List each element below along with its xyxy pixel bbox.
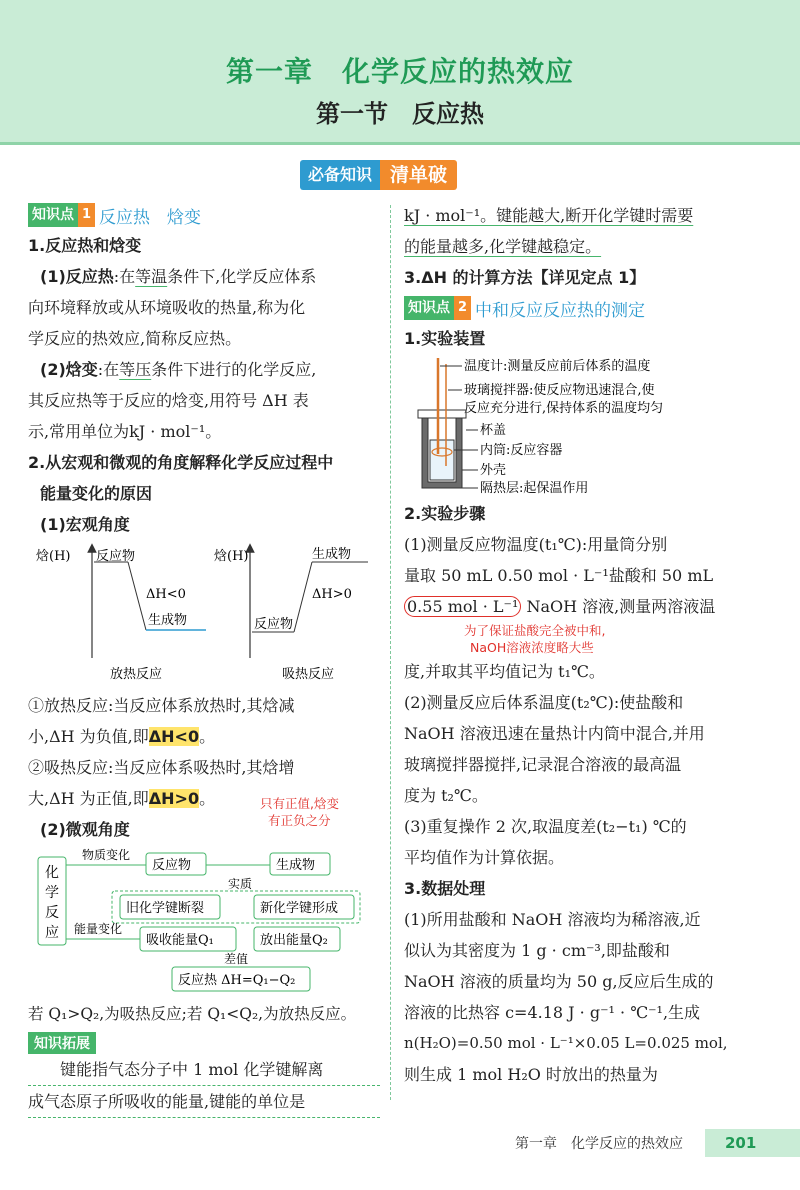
- exo-bottom-label: 生成物: [148, 613, 188, 628]
- paragraph-line: 似认为其密度为 1 g · cm⁻³,即盐酸和: [404, 941, 670, 960]
- text: 大,ΔH 为正值,即: [28, 789, 149, 808]
- paragraph-line: 其反应热等于反应的焓变,用符号 ΔH 表: [28, 391, 309, 410]
- knowledge-point-2: [404, 293, 772, 323]
- paragraph: [28, 354, 380, 385]
- paragraph-line: NaOH 溶液的质量均为 50 g,反应后生成的: [404, 972, 714, 991]
- banner: [300, 160, 457, 190]
- label-stirrer: 玻璃搅拌器:使反应物迅速混合,使: [464, 383, 655, 398]
- paragraph-line: 学反应的热效应,简称反应热。: [28, 329, 242, 348]
- text: :在: [113, 267, 136, 286]
- endo-caption: 吸热反应: [282, 667, 335, 680]
- kp-title: 中和反应反应热的测定: [475, 300, 646, 321]
- right-column: [404, 200, 772, 1090]
- heading-apparatus: 1.实验装置: [404, 329, 486, 348]
- label-inner: 内筒:反应容器: [480, 443, 563, 458]
- paragraph-line: [404, 231, 772, 262]
- paragraph: [28, 261, 380, 292]
- material-change: 物质变化: [82, 848, 131, 862]
- heading-2-cont: 能量变化的原因: [40, 484, 153, 503]
- page-footer: [0, 1125, 800, 1165]
- heading-data: 3.数据处理: [404, 879, 486, 898]
- paragraph-line: [404, 200, 772, 231]
- paragraph-line: ①放热反应:当反应体系放热时,其焓减: [28, 696, 295, 715]
- exo-dh: ΔH<0: [146, 587, 186, 602]
- text: 。: [199, 789, 216, 808]
- paragraph-line: 度为 t₂℃。: [404, 786, 488, 805]
- extension-tag: 知识拓展: [28, 1032, 96, 1054]
- side-char: 应: [45, 925, 59, 941]
- essence-label: 实质: [228, 877, 253, 891]
- label-insulation: 隔热层:起保温作用: [480, 481, 589, 494]
- reactant-box: 反应物: [152, 858, 192, 873]
- paragraph: [28, 721, 380, 752]
- note-line: 只有正值,焓变: [260, 796, 339, 811]
- paragraph-line: ②吸热反应:当反应体系吸热时,其焓增: [28, 758, 295, 777]
- text: 。: [199, 727, 216, 746]
- text: NaOH 溶液,测量两溶液温: [521, 597, 716, 616]
- y-axis-label: 焓(H): [36, 549, 71, 564]
- handwritten-note-2: [404, 622, 772, 656]
- heading-2: 2.从宏观和微观的角度解释化学反应过程中: [28, 453, 334, 472]
- circled-value: 0.55 mol · L⁻¹: [404, 596, 521, 617]
- handwritten-note: [260, 795, 339, 829]
- note-line: 为了保证盐酸完全被中和,: [464, 623, 606, 638]
- new-bond-form: 新化学键形成: [260, 901, 339, 916]
- page-number: 201: [705, 1129, 800, 1157]
- note-line: NaOH溶液浓度略大些: [470, 640, 594, 655]
- kp-num: 2: [454, 296, 471, 320]
- underlined: kJ · mol⁻¹。键能越大,断开化学键时需要: [404, 206, 694, 225]
- label-shell: 外壳: [480, 463, 507, 478]
- paragraph: [28, 783, 380, 828]
- paragraph-line: 向环境释放或从环境吸收的热量,称为化: [28, 298, 306, 317]
- text: 条件下,化学反应体系: [167, 267, 317, 286]
- endo-top-label: 生成物: [312, 547, 352, 562]
- paragraph-line: 示,常用单位为kJ · mol⁻¹。: [28, 422, 222, 441]
- calorimeter-diagram: [404, 354, 772, 494]
- label-thermometer: 温度计:测量反应前后体系的温度: [464, 359, 651, 374]
- endo-bottom-label: 反应物: [254, 617, 294, 632]
- paragraph-line: 成气态原子所吸收的能量,键能的单位是: [28, 1086, 380, 1118]
- side-char: 化: [45, 865, 59, 881]
- left-column: [28, 200, 380, 1118]
- banner-left: 必备知识: [300, 160, 380, 190]
- endo-dh: ΔH>0: [312, 587, 352, 602]
- exo-top-label: 反应物: [96, 549, 136, 564]
- paragraph-line: 若 Q₁>Q₂,为吸热反应;若 Q₁<Q₂,为放热反应。: [28, 1005, 357, 1023]
- label-lid: 杯盖: [480, 423, 507, 438]
- underlined: 等压: [119, 360, 152, 379]
- micro-flow-diagram: [28, 845, 380, 995]
- label-stirrer-cont: 反应充分进行,保持体系的温度均匀: [464, 401, 664, 416]
- enthalpy-diagram: [28, 540, 380, 680]
- old-bond-break: 旧化学键断裂: [126, 901, 205, 916]
- paragraph-line: NaOH 溶液迅速在量热计内筒中混合,并用: [404, 724, 705, 743]
- paragraph-line: 度,并取其平均值记为 t₁℃。: [404, 662, 605, 681]
- kp-tag: 知识点: [28, 203, 78, 227]
- side-char: 学: [45, 885, 59, 901]
- paragraph-line: 量取 50 mL 0.50 mol · L⁻¹盐酸和 50 mL: [404, 566, 714, 585]
- chapter-title: 第一章 化学反应的热效应: [225, 55, 574, 88]
- paragraph-line: 玻璃搅拌器搅拌,记录混合溶液的最高温: [404, 755, 682, 774]
- release-energy: 放出能量Q₂: [260, 933, 328, 948]
- paragraph-line: 键能指气态分子中 1 mol 化学键解离: [28, 1054, 380, 1086]
- section-title: 第一节 反应热: [316, 100, 484, 128]
- y-axis-label-2: 焓(H): [214, 549, 249, 564]
- chapter-header: [0, 0, 800, 145]
- paragraph-line: (1)测量反应物温度(t₁℃):用量筒分别: [404, 535, 668, 554]
- text: :在: [97, 360, 120, 379]
- exo-caption: 放热反应: [110, 667, 163, 680]
- underlined: 等温: [135, 267, 168, 286]
- kp-num: 1: [78, 203, 95, 227]
- absorb-energy: 吸收能量Q₁: [146, 933, 214, 948]
- knowledge-point-1: [28, 200, 380, 230]
- kp-title: 反应热 焓变: [99, 207, 202, 228]
- paragraph-line: (3)重复操作 2 次,取温度差(t₂−t₁) ℃的: [404, 817, 687, 836]
- term: (2)焓变: [40, 360, 98, 379]
- paragraph-line: 平均值作为计算依据。: [404, 848, 565, 867]
- kp-tag: 知识点: [404, 296, 454, 320]
- paragraph-line: (1)所用盐酸和 NaOH 溶液均为稀溶液,近: [404, 910, 701, 929]
- product-box: 生成物: [276, 858, 316, 873]
- heading-1: 1.反应热和焓变: [28, 236, 142, 255]
- note-line: 有正负之分: [268, 813, 331, 828]
- difference-label: 差值: [224, 952, 249, 966]
- heading-micro: (2)微观角度: [40, 820, 130, 839]
- term: (1)反应热: [40, 267, 114, 286]
- energy-change: 能量变化: [74, 922, 123, 936]
- heading-macro: (1)宏观角度: [40, 515, 130, 534]
- footer-text: 第一章 化学反应的热效应: [515, 1136, 683, 1152]
- paragraph-line: 则生成 1 mol H₂O 时放出的热量为: [404, 1065, 658, 1084]
- paragraph-line: (2)测量反应后体系温度(t₂℃):使盐酸和: [404, 693, 684, 712]
- highlight: ΔH<0: [148, 727, 200, 746]
- highlight: ΔH>0: [148, 789, 200, 808]
- reaction-heat-box: 反应热 ΔH=Q₁−Q₂: [178, 973, 296, 988]
- text: 条件下进行的化学反应,: [151, 360, 317, 379]
- banner-right: 清单破: [380, 160, 457, 190]
- heading-steps: 2.实验步骤: [404, 504, 486, 523]
- paragraph: [404, 591, 772, 622]
- heading-3: 3.ΔH 的计算方法【详见定点 1】: [404, 268, 646, 287]
- paragraph-line: 溶液的比热容 c=4.18 J · g⁻¹ · ℃⁻¹,生成: [404, 1003, 701, 1022]
- paragraph-line: n(H₂O)=0.50 mol · L⁻¹×0.05 L=0.025 mol,: [404, 1034, 728, 1052]
- text: 小,ΔH 为负值,即: [28, 727, 149, 746]
- underlined: 的能量越多,化学键越稳定。: [404, 237, 602, 256]
- side-char: 反: [45, 905, 59, 921]
- column-divider: [390, 205, 391, 1100]
